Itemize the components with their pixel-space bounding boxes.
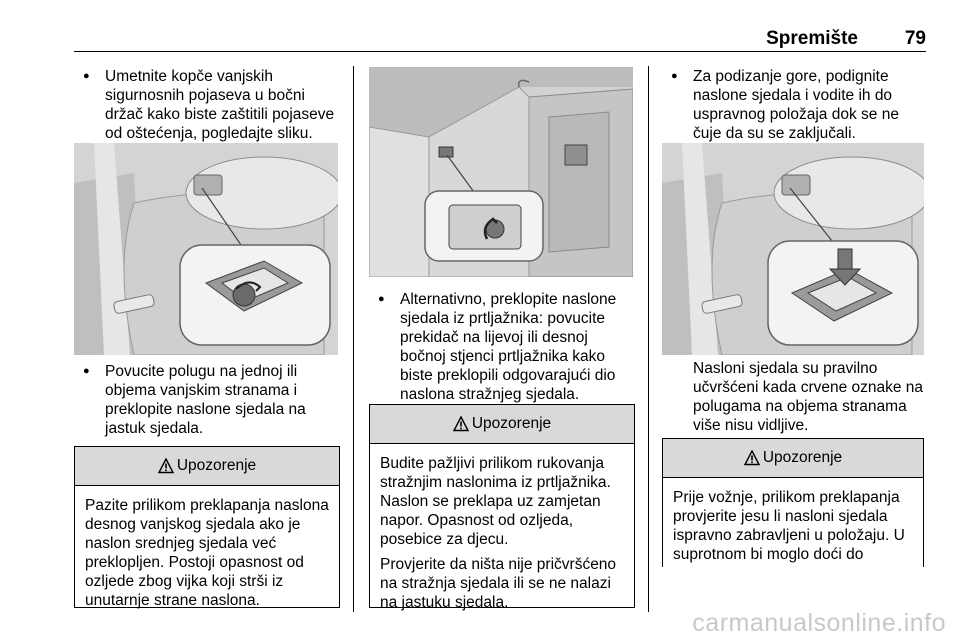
warning-header — [75, 447, 339, 486]
warning-header — [663, 439, 923, 478]
figure-seatbelt-buckle-holder — [74, 143, 338, 355]
column-2-step — [369, 290, 637, 404]
warning-box-3 — [662, 438, 924, 567]
column-1-step — [74, 362, 342, 438]
bullet-text: Za podizanje gore, podignite naslone sjedala i vodite ih do uspravnog položaja dok se ne čuje da su se zaključali. — [693, 68, 899, 142]
warning-body — [663, 478, 923, 580]
figure-trunk-release-switch — [369, 67, 633, 277]
watermark: carmanualsonline.info — [692, 609, 946, 637]
warning-text: Prije vožnje, prilikom preklapanja provjerite jesu li nasloni sjedala ispravno zabravljeni u položaju. U suprotnom bi moglo doći do — [673, 489, 905, 563]
warning-box-1 — [74, 446, 340, 608]
column-separator-1 — [353, 66, 354, 612]
warning-body — [75, 486, 339, 626]
illustration — [369, 67, 633, 277]
warning-triangle-icon — [744, 450, 760, 466]
section-title: Spremište — [766, 28, 858, 49]
column-3-note — [662, 359, 934, 435]
bullet-text: Umetnite kopče vanjskih sigurnosnih pojaseva u bočni držač kako biste zaštitili pojaseve od oštećenja, pogledajte sliku. — [105, 68, 335, 142]
column-3-step — [662, 67, 930, 143]
warning-text: Pazite prilikom preklapanja naslona desnog vanjskog sjedala ako je naslon srednjeg sjedala već preklopljen. Postoji opasnost od ozljede zbog vijka koji strši iz unutarnje strane naslona. — [85, 497, 329, 609]
warning-title: Upozorenje — [471, 415, 552, 432]
bullet-text: Povucite polugu na jednoj ili objema vanjskim stranama i preklopite naslone sjedala na jastuk sjedala. — [105, 363, 306, 437]
illustration — [662, 143, 924, 355]
bullet-item — [369, 290, 637, 404]
figure-seatback-lock — [662, 143, 924, 355]
bullet-item — [662, 67, 930, 143]
note-text: Nasloni sjedala su pravilno učvršćeni kada crvene oznake na polugama na objema stranama više nisu vidljive. — [693, 360, 924, 434]
warning-triangle-icon — [158, 458, 174, 474]
bullet-item — [74, 362, 342, 438]
warning-box-2 — [369, 404, 635, 611]
header-rule — [74, 51, 926, 52]
column-1-intro — [74, 67, 342, 143]
warning-header — [370, 405, 634, 444]
bullet-text: Alternativno, preklopite naslone sjedala iz prtljažnika: povucite prekidač na lijevoj ili desnoj bočnoj stjenci prtljažnika kako biste preklopili odgovarajući dio naslona stražnjeg sjedala. — [400, 291, 617, 403]
warning-text: Budite pažljivi prilikom rukovanja stražnjim naslonima iz prtljažnika. Naslon se preklapa uz zamjetan napor. Opasnost od ozljeda, posebice za djecu. — [380, 455, 611, 548]
warning-triangle-icon — [453, 416, 469, 432]
warning-title: Upozorenje — [762, 449, 843, 466]
illustration — [74, 143, 338, 355]
warning-title: Upozorenje — [176, 457, 257, 474]
page-number: 79 — [904, 28, 926, 49]
warning-text: Provjerite da ništa nije pričvršćeno na stražnja sjedala ili se ne nalazi na jastuku sjedala. — [380, 556, 617, 611]
column-separator-2 — [648, 66, 649, 612]
warning-body — [370, 444, 634, 628]
bullet-item — [74, 67, 342, 143]
page-header — [74, 20, 926, 50]
